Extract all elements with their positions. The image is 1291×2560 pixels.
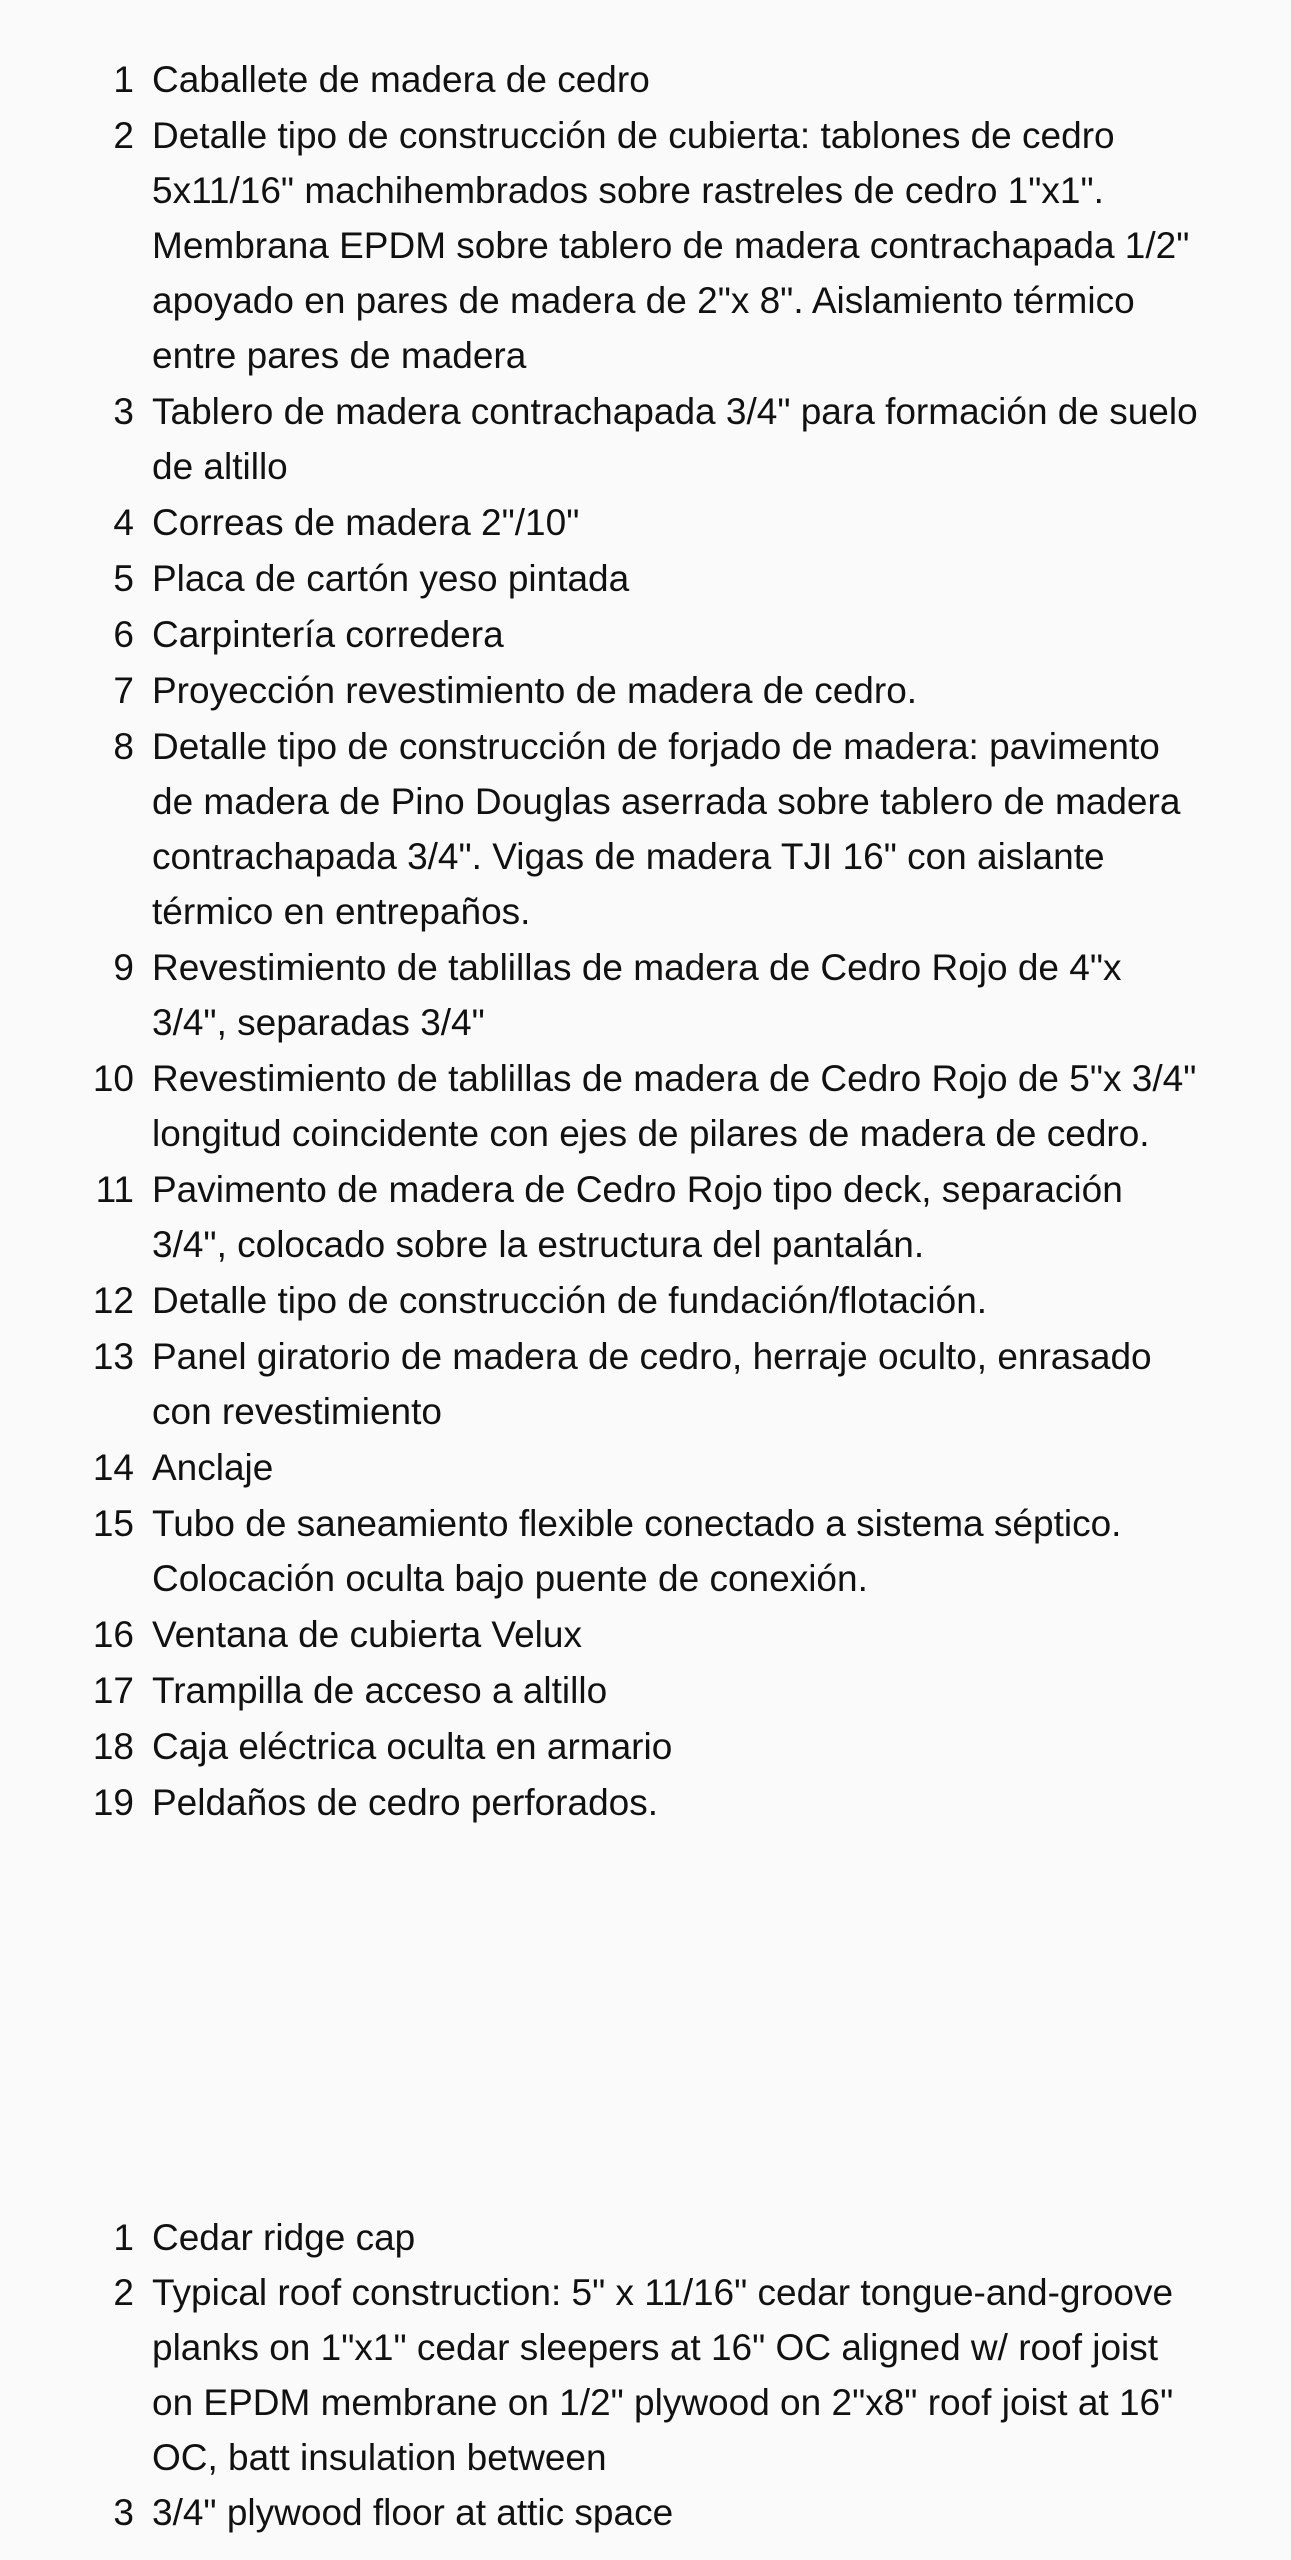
legend-item-number: 8 bbox=[113, 726, 134, 767]
legend-item bbox=[70, 1663, 1200, 1718]
legend-item-text: Tubo de saneamiento flexible conectado a sistema séptico. Colocación oculta bajo puente de conexión. bbox=[152, 1503, 1122, 1599]
legend-item-number: 19 bbox=[92, 1782, 134, 1823]
legend-item-text: Tablero de madera contrachapada 3/4" para formación de suelo de altillo bbox=[152, 391, 1198, 487]
legend-item-text: Revestimiento de tablillas de madera de Cedro Rojo de 4"x 3/4", separadas 3/4" bbox=[152, 947, 1122, 1043]
legend-item-text: Detalle tipo de construcción de forjado de madera: pavimento de madera de Pino Douglas aserrada sobre tablero de madera contrachapada 3/4". Vigas de madera TJI 16" con aislante térmico en entrepaños. bbox=[152, 726, 1181, 932]
legend-item-text: Correas de madera 2"/10" bbox=[152, 502, 580, 543]
legend-item bbox=[70, 1719, 1200, 1774]
legend-item-number: 10 bbox=[92, 1058, 134, 1099]
legend-item-number: 3 bbox=[113, 2492, 134, 2533]
legend-item-number: 1 bbox=[113, 59, 134, 100]
legend-item bbox=[70, 2485, 1200, 2540]
legend-item-number: 14 bbox=[92, 1447, 134, 1488]
legend-item-number: 5 bbox=[113, 558, 134, 599]
legend-item bbox=[70, 52, 1200, 107]
legend-item bbox=[70, 1051, 1200, 1161]
legend-item-number: 12 bbox=[92, 1280, 134, 1321]
legend-item-number: 13 bbox=[92, 1336, 134, 1377]
legend-item bbox=[70, 1496, 1200, 1606]
legend-item-text: Caja eléctrica oculta en armario bbox=[152, 1726, 673, 1767]
legend-item bbox=[70, 940, 1200, 1050]
legend-item bbox=[70, 1162, 1200, 1272]
legend-item-number: 11 bbox=[95, 1169, 134, 1210]
legend-item-text: Placa de cartón yeso pintada bbox=[152, 558, 630, 599]
legend-item-text: Revestimiento de tablillas de madera de Cedro Rojo de 5"x 3/4" longitud coincidente con ejes de pilares de madera de cedro. bbox=[152, 1058, 1197, 1154]
legend-item-number: 4 bbox=[113, 502, 134, 543]
legend-item-text: Detalle tipo de construcción de cubierta: tablones de cedro 5x11/16" machihembrados sobre rastreles de cedro 1"x1". Membrana EPDM sobre tablero de madera contrachapada 1/2" apoyado en pares de madera de 2"x 8". Aislamiento térmico entre pares de madera bbox=[152, 115, 1190, 376]
legend-item-number: 6 bbox=[113, 614, 134, 655]
legend-item bbox=[70, 384, 1200, 494]
legend-item-text: Detalle tipo de construcción de fundación/flotación. bbox=[152, 1280, 988, 1321]
legend-english bbox=[70, 2210, 1200, 2540]
legend-item-text: Peldaños de cedro perforados. bbox=[152, 1782, 659, 1823]
legend-item bbox=[70, 1273, 1200, 1328]
legend-item-number: 3 bbox=[113, 391, 134, 432]
legend-item-text: Proyección revestimiento de madera de cedro. bbox=[152, 670, 918, 711]
legend-item bbox=[70, 1329, 1200, 1439]
legend-item-text: Pavimento de madera de Cedro Rojo tipo deck, separación 3/4", colocado sobre la estructura del pantalán. bbox=[152, 1169, 1123, 1265]
legend-item bbox=[70, 108, 1200, 383]
legend-item-number: 18 bbox=[92, 1726, 134, 1767]
legend-item bbox=[70, 1440, 1200, 1495]
legend-item-number: 2 bbox=[113, 2272, 134, 2313]
legend-item-text: Cedar ridge cap bbox=[152, 2217, 416, 2258]
legend-item bbox=[70, 719, 1200, 939]
legend-item bbox=[70, 2210, 1200, 2265]
legend-item-number: 7 bbox=[113, 670, 134, 711]
legend-item-text: Carpintería corredera bbox=[152, 614, 504, 655]
legend-item bbox=[70, 1775, 1200, 1830]
legend-item-text: Anclaje bbox=[152, 1447, 274, 1488]
legend-item-text: 3/4" plywood floor at attic space bbox=[152, 2492, 674, 2533]
legend-item-number: 1 bbox=[113, 2217, 134, 2258]
legend-item-text: Panel giratorio de madera de cedro, herraje oculto, enrasado con revestimiento bbox=[152, 1336, 1152, 1432]
legend-item bbox=[70, 607, 1200, 662]
legend-item-text: Trampilla de acceso a altillo bbox=[152, 1670, 608, 1711]
legend-spanish bbox=[70, 52, 1200, 1831]
legend-item bbox=[70, 1607, 1200, 1662]
legend-item-number: 9 bbox=[113, 947, 134, 988]
legend-item-number: 16 bbox=[92, 1614, 134, 1655]
legend-item-text: Caballete de madera de cedro bbox=[152, 59, 650, 100]
legend-item-text: Typical roof construction: 5" x 11/16" cedar tongue-and-groove planks on 1"x1" cedar sleepers at 16" OC aligned w/ roof joist on EPDM membrane on 1/2" plywood on 2"x8" roof joist at 16" OC, batt insulation between bbox=[152, 2272, 1174, 2478]
legend-item bbox=[70, 663, 1200, 718]
legend-item bbox=[70, 2265, 1200, 2485]
legend-item-number: 15 bbox=[92, 1503, 134, 1544]
legend-item-number: 2 bbox=[113, 115, 134, 156]
legend-item-text: Ventana de cubierta Velux bbox=[152, 1614, 582, 1655]
legend-item bbox=[70, 495, 1200, 550]
legend-item bbox=[70, 551, 1200, 606]
legend-item-number: 17 bbox=[92, 1670, 134, 1711]
